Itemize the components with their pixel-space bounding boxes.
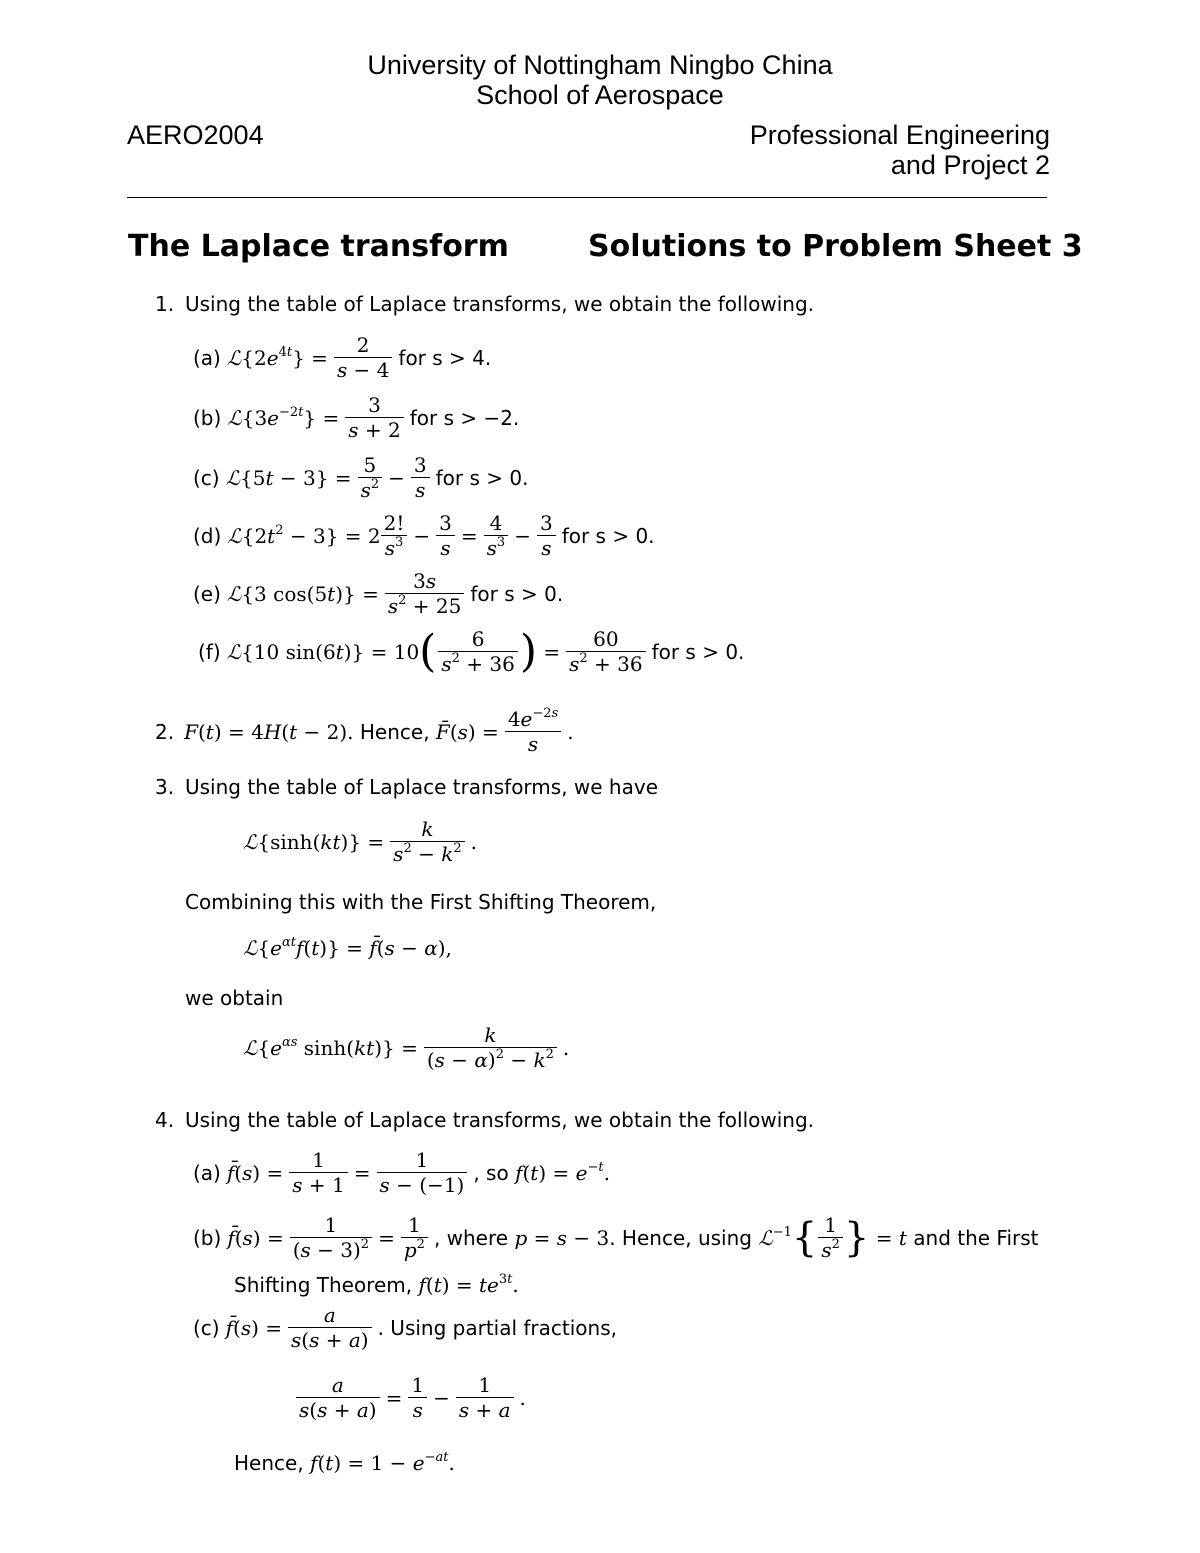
q4b-hence-using: . Hence, using (609, 1225, 752, 1250)
q1f-label: (f) (198, 639, 221, 664)
q1a-equation: (a) $ℒ\{2e^{4t}\}$ = $\frac{2}{s - 4}$ for s > 4. (193, 333, 492, 383)
q3-combining-text: Combining this with the First Shifting Theorem, (185, 890, 657, 914)
school-name: School of Aerospace (476, 80, 724, 110)
q4c-partial-fraction-equation: $\frac{a}{s(s + a)}$ = $\frac{1}{s}$ − $\frac{1}{s + a}$ . (290, 1373, 526, 1422)
course-code: AERO2004 (127, 120, 264, 150)
q2-hence: Hence, (359, 719, 430, 744)
q4c-partial: . Using partial fractions, (377, 1315, 617, 1340)
q4a-label: (a) (193, 1160, 221, 1185)
header-divider (127, 197, 1047, 198)
q4-intro: Using the table of Laplace transforms, we obtain the following. (185, 1108, 815, 1132)
q1d-equation: (d) $ℒ\{2t^2 - 3\} = 2$ $\frac{2!}{s^3}$ − $\frac{3}{s}$ = $\frac{4}{s^3}$ − $\frac{3}{s}$ for s > 0. (193, 511, 655, 561)
q2-number: 2. (155, 719, 175, 744)
q1-number: 1. (155, 292, 175, 316)
q4b-shifting: Shifting Theorem, (234, 1273, 413, 1297)
q4c-result: Hence, $f(t) = 1 - e^{-at}$. (234, 1450, 455, 1475)
q1-intro: Using the table of Laplace transforms, we obtain the following. (185, 292, 815, 316)
q2-equation: 2. F(t) = 4H(t − 2). Hence, F̄(s) = $\frac{4e^{-2s}}{s}$ . (155, 706, 574, 757)
sheet-topic-title: The Laplace transform (128, 229, 509, 264)
sheet-solutions-title: Solutions to Problem Sheet 3 (588, 229, 1083, 264)
q3-number: 3. (155, 775, 175, 799)
q4b-where: , where (433, 1225, 509, 1250)
q1f-equation: (f) ℒ{10 sin(6t)} = 10 ( $\frac{6}{s^2 + 36}$ ) = $\frac{60}{s^2 + 36}$ for s > 0. (198, 625, 745, 677)
q3-result-equation: $ℒ\{e^{\alpha s}$ sinh(kt)} = $\frac{k}{(s - \alpha)^2 - k^2}$ . (243, 1023, 570, 1073)
q1e-condition: for s > 0. (470, 581, 564, 606)
q3-intro: Using the table of Laplace transforms, we have (185, 775, 659, 799)
q4c-hence: Hence, (234, 1451, 304, 1475)
q1a-condition: for s > 4. (398, 345, 492, 370)
q1b-label: (b) (193, 405, 222, 430)
q4c-label: (c) (193, 1315, 220, 1340)
q1b-condition: for s > −2. (409, 405, 520, 430)
q4b-and-first: and the First (913, 1225, 1039, 1250)
course-name-line1: Professional Engineering (749, 120, 1050, 150)
q1c-condition: for s > 0. (435, 465, 529, 490)
q1c-label: (c) (193, 465, 220, 490)
q1a-label: (a) (193, 345, 221, 370)
q1d-condition: for s > 0. (561, 523, 655, 548)
q3-shifting-equation: $ℒ\{e^{\alpha t}f(t)\}$ = f̄(s − α), (243, 935, 452, 960)
q4b-continuation: Shifting Theorem, $f(t) = te^{3t}$. (234, 1272, 519, 1297)
q4a-so: , so (473, 1160, 509, 1185)
q1d-label: (d) (193, 523, 222, 548)
q4c-equation: (c) f̄(s) = $\frac{a}{s(s + a)}$ . Using partial fractions, (193, 1303, 617, 1353)
q4b-equation: (b) f̄(s) = $\frac{1}{(s - 3)^2}$ = $\frac{1}{p^2}$ , where p = s − 3 . Hence, using ℒ$^{-1}$ { $\frac{1}{s^2}$ } = t and the First (193, 1213, 1039, 1263)
q1e-label: (e) (193, 581, 221, 606)
course-name-line2: and Project 2 (890, 150, 1050, 180)
q3-obtain-text: we obtain (185, 986, 284, 1010)
q1f-condition: for s > 0. (651, 639, 745, 664)
q3-sinh-equation: ℒ{sinh(kt)} = $\frac{k}{s^2 - k^2}$ . (243, 817, 477, 867)
q4-number: 4. (155, 1108, 175, 1132)
q4b-label: (b) (193, 1225, 222, 1250)
q1c-equation: (c) ℒ{5t − 3} = $\frac{5}{s^2}$ − $\frac{3}{s}$ for s > 0. (193, 453, 529, 503)
q1e-equation: (e) ℒ{3 cos(5t)} = $\frac{3s}{s^2 + 25}$ for s > 0. (193, 569, 564, 619)
q1b-equation: (b) $ℒ\{3e^{-2t}\}$ = $\frac{3}{s + 2}$ for s > −2. (193, 393, 520, 443)
q4a-equation: (a) f̄(s) = $\frac{1}{s + 1}$ = $\frac{1}{s - (-1)}$ , so $f(t) = e^{-t}$. (193, 1148, 610, 1198)
university-name: University of Nottingham Ningbo China (367, 50, 833, 80)
